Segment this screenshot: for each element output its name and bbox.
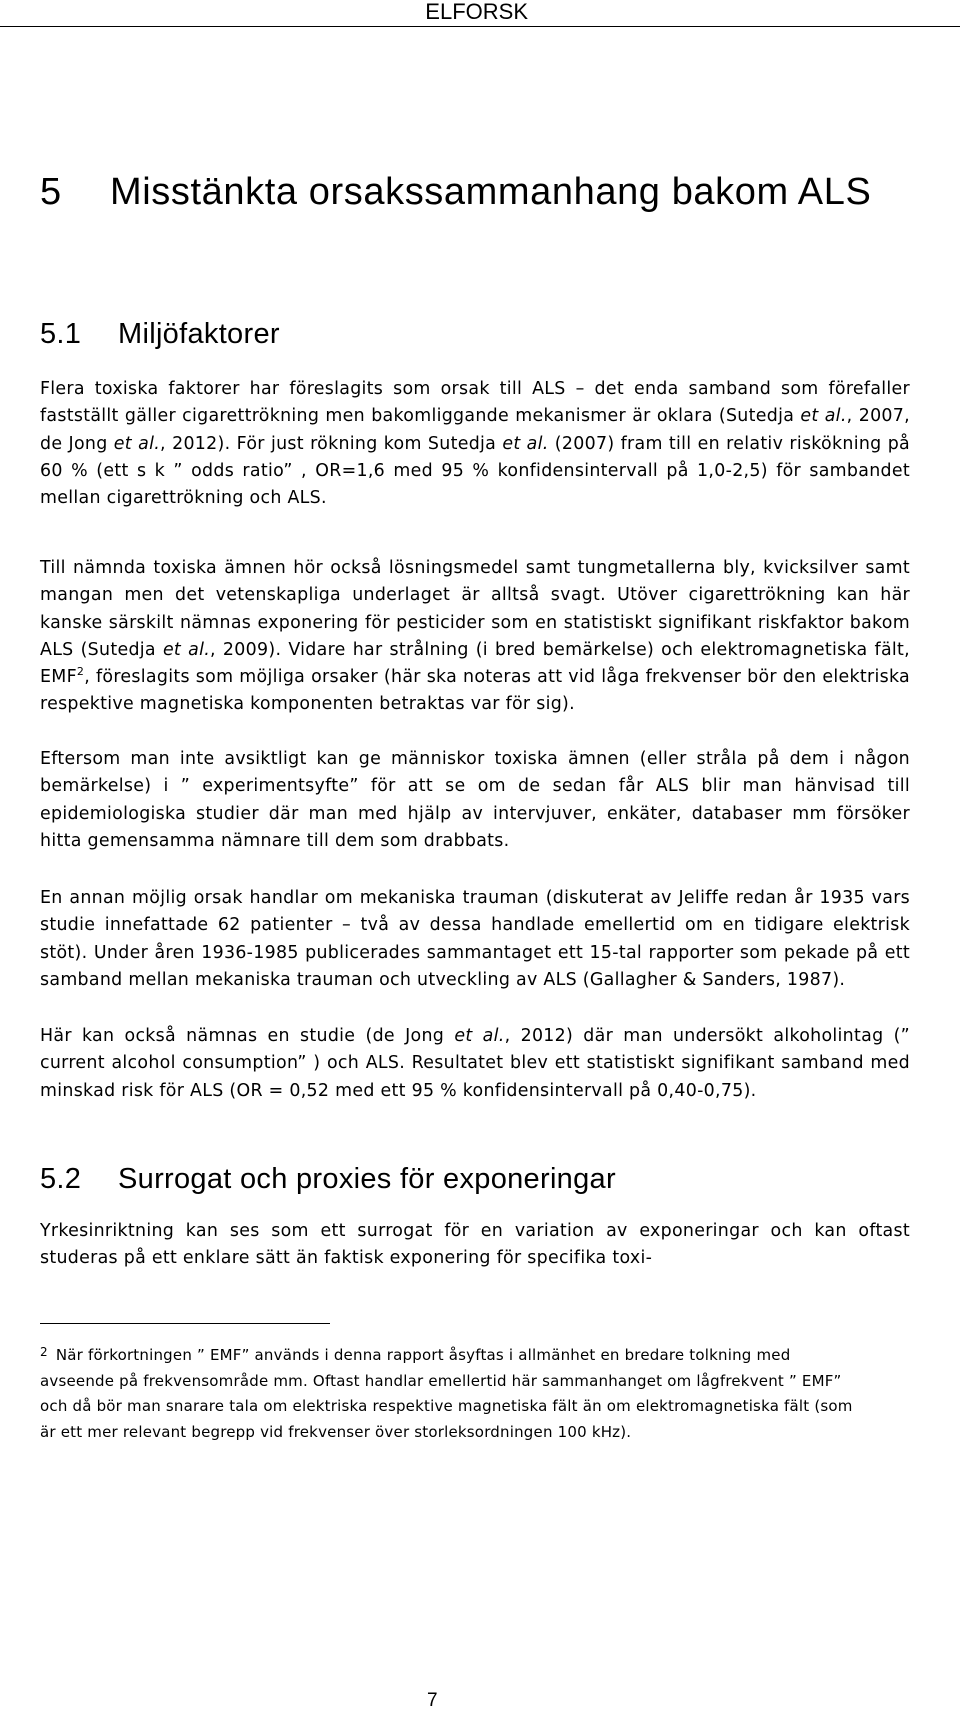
subsection-heading-5-2 <box>40 1162 616 1196</box>
subsection-number: 5.1 <box>40 318 82 350</box>
running-header <box>0 0 960 27</box>
paragraph-occupation: Yrkesinriktning kan ses som ett surrogat för en variation av exponeringar och kan oftast studeras på ett enklare sätt än faktisk exponering för specifika toxi- <box>40 1221 910 1269</box>
footnote-mark: 2 <box>40 1345 48 1359</box>
paragraph-epidemiology: Eftersom man inte avsiktligt kan ge människor toxiska ämnen (eller stråla på dem i någon bemärkelse) i ” experimentsyfte” för att se om de sedan får ALS blir man hänvisad till epidemiologiska studier där man med hjälp av intervjuver, enkäter, databaser mm försöker hitta gemensamma nämnare till dem som drabbats. <box>40 749 910 851</box>
section-title: Misstänkta orsakssammanhang bakom ALS <box>110 171 872 213</box>
footnote-reference: 2 <box>76 665 85 679</box>
subsection-title: Miljöfaktorer <box>118 318 280 350</box>
section-heading <box>40 168 900 216</box>
footnote-separator <box>40 1323 330 1324</box>
paragraph-mechanical-trauma: En annan möjlig orsak handlar om mekaniska trauman (diskuterat av Jeliffe redan år 1935 vars studie innefattade 62 patienter – två av dessa handlade emellertid om en tidigare elektrisk stöt). Under åren 1936-1985 publicerades sammantaget ett 15-tal rapporter som pekade på ett samband mellan mekaniska trauman och utveckling av ALS (Gallagher & Sanders, 1987). <box>40 888 910 990</box>
subsection-title: Surrogat och proxies för exponeringar <box>118 1163 616 1195</box>
header-label: ELFORSK <box>425 0 528 24</box>
page-number: 7 <box>427 1690 438 1711</box>
paragraph-smoking: Flera toxiska faktorer har föreslagits som orsak till ALS – det enda samband som förefaller fastställt gäller cigarettrökning men bakomliggande mekanismer är oklara (Sutedja et al., 2007, de Jong et al., 2012). För just rökning kom Sutedja et al. (2007) fram till en relativ riskökning på 60 % (ett s k ” odds ratio” , OR=1,6 med 95 % konfidensintervall på 1,0-2,5) för sambandet mellan cigarettrökning och ALS. <box>40 379 910 509</box>
paragraph-alcohol: Här kan också nämnas en studie (de Jong et al., 2012) där man undersökt alkoholintag (” current alcohol consumption” ) och ALS. Resultatet blev ett statistiskt signifikant samband med minskad risk för ALS (OR = 0,52 med ett 95 % konfidensintervall på 0,40-0,75). <box>40 1026 910 1101</box>
subsection-number: 5.2 <box>40 1163 82 1195</box>
paragraph-toxic-substances: Till nämnda toxiska ämnen hör också lösningsmedel samt tungmetallerna bly, kvicksilver samt mangan men det vetenskapliga underlaget är alltså svagt. Utöver cigarettrökning kan här kanske särskilt nämnas exponering för pesticider som en statistiskt signifikant riskfaktor bakom ALS (Sutedja et al., 2009). Vidare har strålning (i bred bemärkelse) och elektromagnetiska fält, EMF$^2$, föreslagits som möjliga orsaker (här ska noteras att vid låga frekvenser bör den elektriska respektive magnetiska komponenten betraktas var för sig). <box>40 558 910 715</box>
subsection-heading-5-1 <box>40 317 280 351</box>
footnote-text: När förkortningen ” EMF” används i denna rapport åsyftas i allmänhet en bredare tolkning med avseende på frekvensområde mm. Oftast handlar emellertid här sammanhanget om lågfrekvent ” EMF” och då bör man snarare tala om elektriska respektive magnetiska fält än om elektromagnetiska fält (som är ett mer relevant begrepp vid frekvenser över storleksordningen 100 kHz). <box>40 1346 853 1441</box>
footnote <box>40 1340 860 1445</box>
section-number: 5 <box>40 171 62 213</box>
